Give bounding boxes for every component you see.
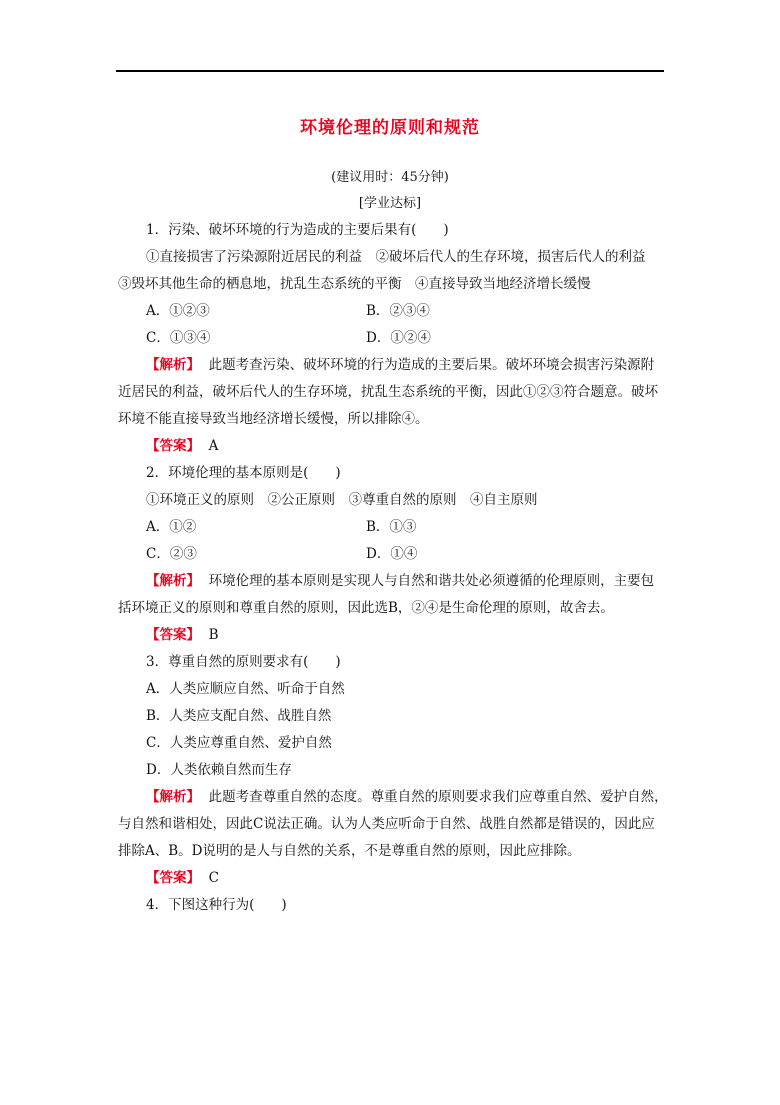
q2-answer-value: B: [208, 627, 219, 643]
q3-analysis-line2: 与自然和谐相处，因此C说法正确。认为人类应听命于自然、战胜自然都是错误的，因此应: [118, 816, 655, 832]
q2-choice-b[interactable]: B．①③: [366, 519, 417, 535]
q1-analysis: [146, 353, 694, 373]
q1-answer-value: A: [208, 438, 219, 454]
answer-tag: 【答案】: [146, 870, 200, 886]
answer-tag: 【答案】: [146, 438, 200, 454]
q2-stem: 2．环境伦理的基本原则是( ): [146, 465, 341, 481]
section-heading: [学业达标]: [358, 196, 422, 211]
q1-choice-d[interactable]: D．①②④: [366, 330, 431, 346]
q3-choice-b[interactable]: B．人类应支配自然、战胜自然: [146, 708, 332, 724]
q3-choice-a[interactable]: A．人类应顺应自然、听命于自然: [146, 681, 345, 697]
q1-choice-b[interactable]: B．②③④: [366, 303, 430, 319]
q3-choice-c[interactable]: C．人类应尊重自然、爱护自然: [146, 735, 332, 751]
q3-choice-d[interactable]: D．人类依赖自然而生存: [146, 762, 292, 778]
q3-stem: 3．尊重自然的原则要求有( ): [146, 654, 341, 670]
q2-answer: [146, 623, 694, 643]
q3-analysis-line1: 此题考查尊重自然的态度。尊重自然的原则要求我们应尊重自然、爱护自然，: [208, 789, 668, 805]
q1-options-line2: ③毁坏其他生命的栖息地，扰乱生态系统的平衡 ④直接导致当地经济增长缓慢: [118, 276, 591, 292]
q2-options: ①环境正义的原则 ②公正原则 ③尊重自然的原则 ④自主原则: [146, 492, 538, 508]
answer-tag: 【答案】: [146, 627, 200, 643]
q1-choice-a[interactable]: A．①②③: [146, 303, 210, 319]
q2-choice-d[interactable]: D．①④: [366, 546, 418, 562]
q4-stem: 4．下图这种行为( ): [146, 897, 287, 913]
analysis-tag: 【解析】: [146, 789, 200, 805]
analysis-tag: 【解析】: [146, 573, 200, 589]
q3-answer: [146, 866, 694, 886]
document-title: 环境伦理的原则和规范: [300, 118, 480, 138]
q1-choice-c[interactable]: C．①③④: [146, 330, 211, 346]
q1-analysis-line2: 近居民的利益，破坏后代人的生存环境，扰乱生态系统的平衡，因此①②③符合题意。破坏: [118, 384, 658, 400]
q3-analysis-line3: 排除A、B。D说明的是人与自然的关系，不是尊重自然的原则，因此应排除。: [118, 843, 581, 859]
q3-analysis: [146, 785, 694, 805]
q2-choice-a[interactable]: A．①②: [146, 519, 197, 535]
q1-analysis-line1: 此题考查污染、破坏环境的行为造成的主要后果。破坏环境会损害污染源附: [208, 357, 655, 373]
q2-analysis-line2: 括环境正义的原则和尊重自然的原则，因此选B，②④是生命伦理的原则，故舍去。: [118, 600, 614, 616]
q3-answer-value: C: [208, 870, 219, 886]
q1-options-line1: ①直接损害了污染源附近居民的利益 ②破坏后代人的生存环境，损害后代人的利益: [146, 249, 646, 265]
q2-choice-c[interactable]: C．②③: [146, 546, 197, 562]
time-note: (建议用时：45分钟): [331, 170, 449, 185]
analysis-tag: 【解析】: [146, 357, 200, 373]
q2-analysis-line1: 环境伦理的基本原则是实现人与自然和谐共处必须遵循的伦理原则，主要包: [208, 573, 655, 589]
q1-analysis-line3: 环境不能直接导致当地经济增长缓慢，所以排除④。: [118, 411, 429, 427]
q1-stem: 1．污染、破坏环境的行为造成的主要后果有( ): [146, 222, 449, 238]
header-rule: [116, 70, 664, 72]
q2-analysis: [146, 569, 694, 589]
q1-answer: [146, 434, 694, 454]
